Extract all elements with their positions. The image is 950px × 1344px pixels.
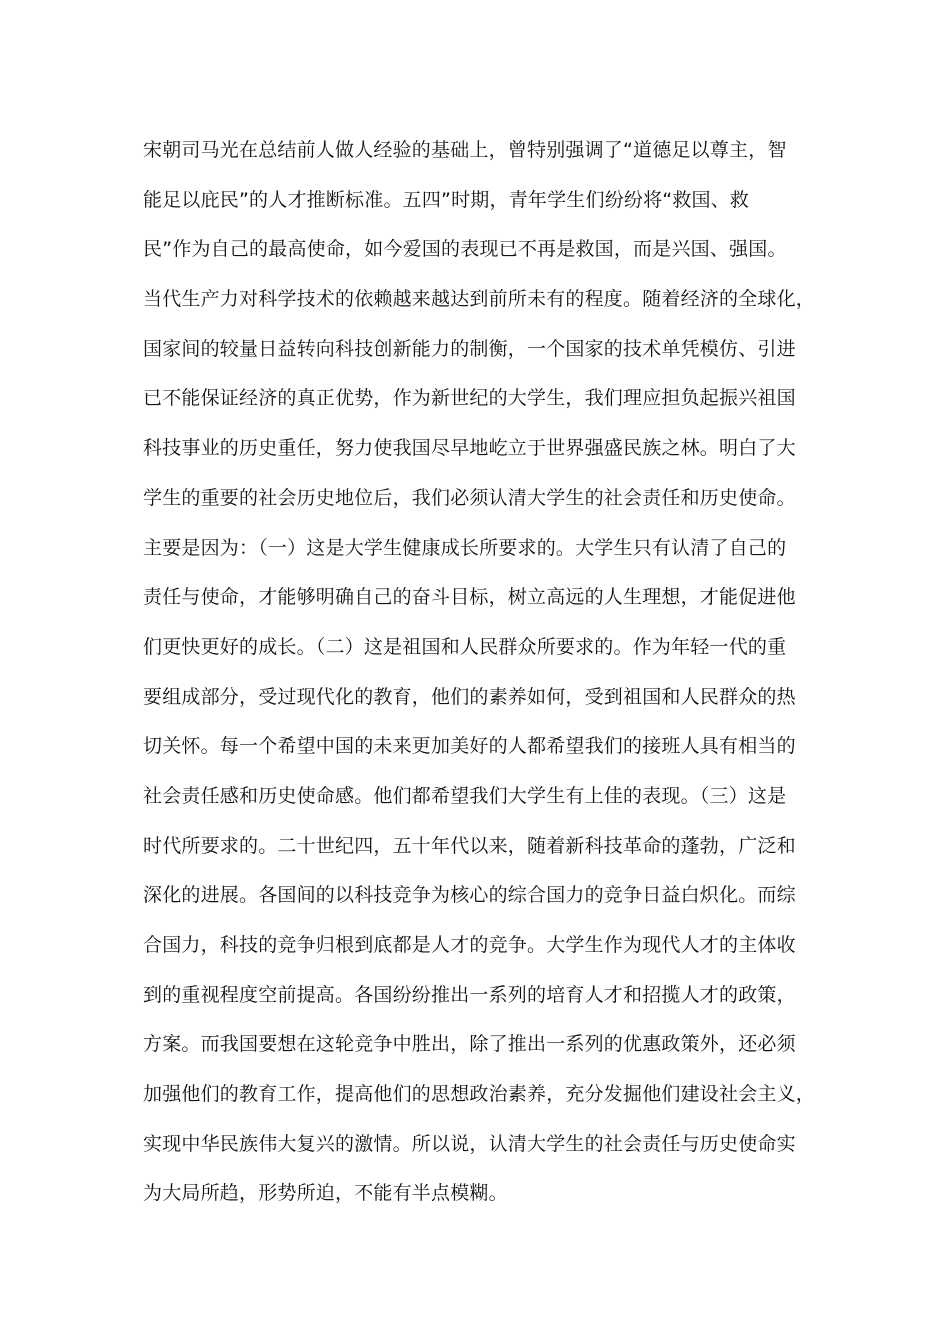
paragraph-line: 民”作为自己的最高使命，如今爱国的表现已不再是救国，而是兴国、强国。 [143, 238, 787, 261]
paragraph-line: 实现中华民族伟大复兴的激情。所以说，认清大学生的社会责任与历史使命实 [143, 1132, 796, 1155]
paragraph-line: 社会责任感和历史使命感。他们都希望我们大学生有上佳的表现。（三）这是 [143, 784, 787, 807]
paragraph-line: 方案。而我国要想在这轮竞争中胜出，除了推出一系列的优惠政策外，还必须 [143, 1033, 796, 1056]
paragraph-line: 科技事业的历史重任，努力使我国尽早地屹立于世界强盛民族之林。明白了大 [143, 437, 796, 460]
paragraph-line: 主要是因为：（一）这是大学生健康成长所要求的。大学生只有认清了自己的 [143, 536, 787, 559]
paragraph-line: 宋朝司马光在总结前人做人经验的基础上，曾特别强调了“道德足以尊主，智 [143, 139, 787, 161]
paragraph-line: 能足以庇民”的人才推断标准。五四”时期，青年学生们纷纷将“救国、救 [143, 188, 750, 211]
paragraph-line: 切关怀。每一个希望中国的未来更加美好的人都希望我们的接班人具有相当的 [143, 735, 796, 758]
paragraph-line: 时代所要求的。二十世纪四，五十年代以来，随着新科技革命的蓬勃，广泛和 [143, 834, 796, 857]
paragraph-line: 加强他们的教育工作，提高他们的思想政治素养，充分发掘他们建设社会主义， [143, 1083, 816, 1106]
paragraph-line: 为大局所趋，形势所迫，不能有半点模糊。 [143, 1182, 508, 1205]
paragraph-line: 们更快更好的成长。（二）这是祖国和人民群众所要求的。作为年轻一代的重 [143, 635, 787, 658]
paragraph-line: 当代生产力对科学技术的依赖越来越达到前所未有的程度。随着经济的全球化， [143, 288, 816, 311]
paragraph-line: 要组成部分，受过现代化的教育，他们的素养如何，受到祖国和人民群众的热 [143, 685, 796, 708]
paragraph-line: 深化的进展。各国间的以科技竞争为核心的综合国力的竞争日益白炽化。而综 [143, 884, 796, 907]
paragraph-line: 已不能保证经济的真正优势，作为新世纪的大学生，我们理应担负起振兴祖国 [143, 387, 796, 410]
paragraph-line: 合国力，科技的竞争归根到底都是人才的竞争。大学生作为现代人才的主体收 [143, 934, 796, 956]
paragraph-line: 学生的重要的社会历史地位后，我们必须认清大学生的社会责任和历史使命。 [143, 486, 796, 509]
paragraph-line: 到的重视程度空前提高。各国纷纷推出一系列的培育人才和招揽人才的政策， [143, 983, 796, 1006]
paragraph-line: 国家间的较量日益转向科技创新能力的制衡，一个国家的技术单凭模仿、引进 [143, 337, 796, 360]
body-paragraph [143, 126, 816, 1219]
paragraph-line: 责任与使命，才能够明确自己的奋斗目标，树立高远的人生理想，才能促进他 [143, 586, 796, 609]
